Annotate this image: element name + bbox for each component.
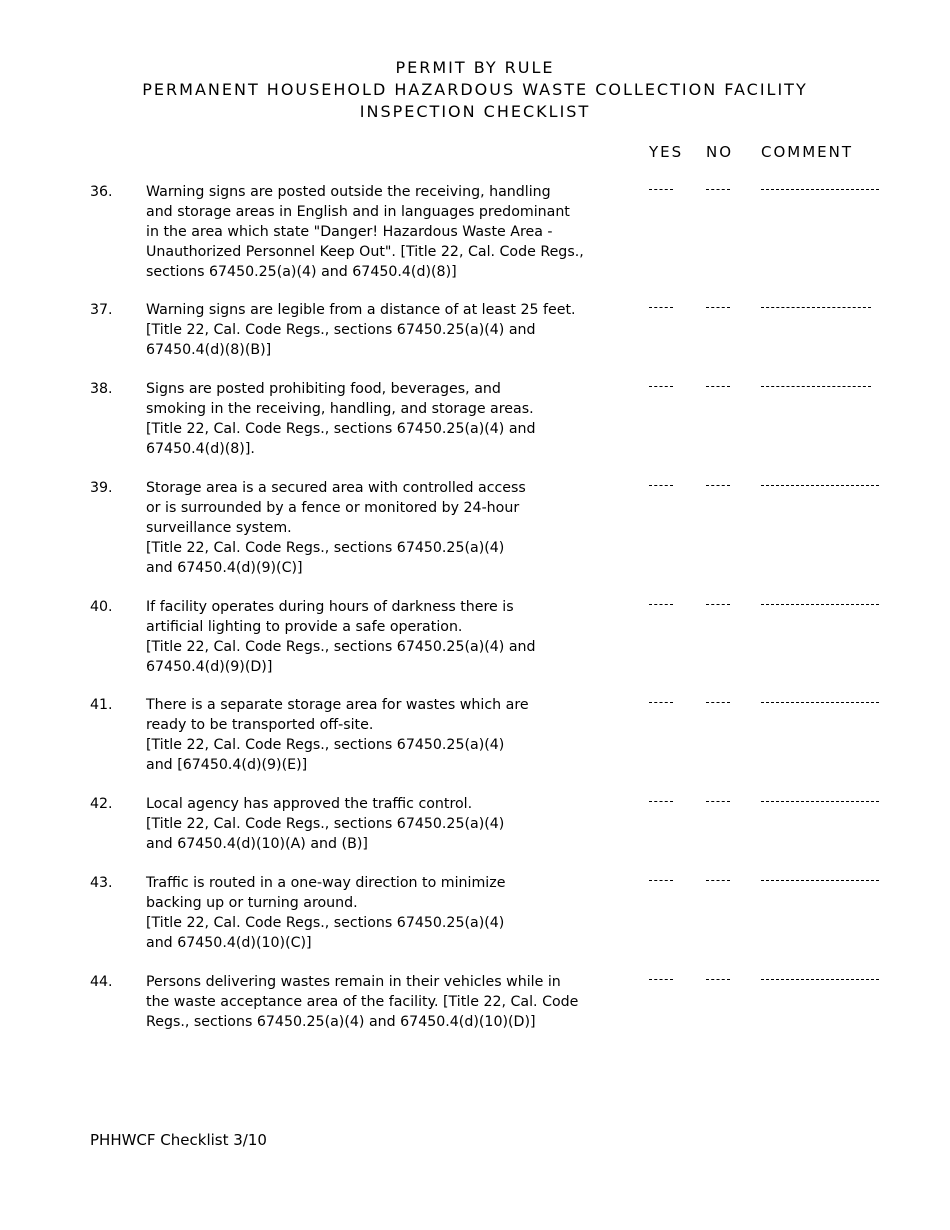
item-text [146, 182, 584, 282]
title-line-2: PERMANENT HOUSEHOLD HAZARDOUS WASTE COLLECTION FACILITY [142, 80, 808, 99]
no-blank[interactable] [706, 485, 730, 486]
item-line: [Title 22, Cal. Code Regs., sections 67450.25(a)(4) [146, 737, 505, 753]
item-number: 37. [90, 302, 113, 318]
item-line: Signs are posted prohibiting food, beverages, and [146, 381, 501, 397]
item-line: [Title 22, Cal. Code Regs., sections 67450.25(a)(4) and [146, 639, 536, 655]
item-line: Persons delivering wastes remain in their vehicles while in [146, 974, 561, 990]
no-blank[interactable] [706, 386, 730, 387]
item-line: 67450.4(d)(9)(D)] [146, 659, 273, 675]
item-line: [Title 22, Cal. Code Regs., sections 67450.25(a)(4) and [146, 421, 536, 437]
item-line: backing up or turning around. [146, 895, 358, 911]
comment-blank[interactable] [761, 702, 879, 703]
item-line: in the area which state "Danger! Hazardous Waste Area - [146, 224, 553, 240]
item-line: [Title 22, Cal. Code Regs., sections 67450.25(a)(4) [146, 540, 505, 556]
document-title [0, 57, 950, 123]
item-line: or is surrounded by a fence or monitored by 24-hour [146, 500, 520, 516]
item-text [146, 478, 526, 578]
column-header-comment: COMMENT [761, 143, 854, 161]
comment-blank[interactable] [761, 189, 879, 190]
item-line: Local agency has approved the traffic control. [146, 796, 473, 812]
comment-blank[interactable] [761, 880, 879, 881]
item-line: and storage areas in English and in languages predominant [146, 204, 570, 220]
item-line: [Title 22, Cal. Code Regs., sections 67450.25(a)(4) and [146, 322, 536, 338]
footer-label: PHHWCF Checklist 3/10 [90, 1131, 267, 1149]
item-line: 67450.4(d)(8)]. [146, 441, 255, 457]
yes-blank[interactable] [649, 702, 673, 703]
item-line: [Title 22, Cal. Code Regs., sections 67450.25(a)(4) [146, 915, 505, 931]
item-line: sections 67450.25(a)(4) and 67450.4(d)(8)] [146, 264, 457, 280]
yes-blank[interactable] [649, 801, 673, 802]
title-line-3: INSPECTION CHECKLIST [359, 102, 591, 121]
item-text [146, 794, 504, 854]
comment-blank[interactable] [761, 485, 879, 486]
item-text [146, 597, 536, 677]
item-text [146, 873, 505, 953]
item-line: and [67450.4(d)(9)(E)] [146, 757, 308, 773]
item-line: There is a separate storage area for wastes which are [146, 697, 529, 713]
item-number: 41. [90, 697, 113, 713]
item-line: and 67450.4(d)(10)(A) and (B)] [146, 836, 368, 852]
comment-blank[interactable] [761, 979, 879, 980]
item-text [146, 695, 529, 775]
no-blank[interactable] [706, 307, 730, 308]
no-blank[interactable] [706, 702, 730, 703]
title-line-1: PERMIT BY RULE [395, 58, 555, 77]
column-header-yes: YES [649, 143, 684, 161]
item-line: [Title 22, Cal. Code Regs., sections 67450.25(a)(4) [146, 816, 505, 832]
item-line: the waste acceptance area of the facility. [Title 22, Cal. Code [146, 994, 579, 1010]
item-text [146, 300, 576, 360]
item-line: If facility operates during hours of darkness there is [146, 599, 514, 615]
item-line: Traffic is routed in a one-way direction to minimize [146, 875, 506, 891]
column-header-no: NO [706, 143, 734, 161]
no-blank[interactable] [706, 979, 730, 980]
item-text [146, 972, 578, 1032]
item-line: surveillance system. [146, 520, 292, 536]
item-number: 43. [90, 875, 113, 891]
comment-blank[interactable] [761, 801, 879, 802]
item-line: Regs., sections 67450.25(a)(4) and 67450.4(d)(10)(D)] [146, 1014, 536, 1030]
item-number: 40. [90, 599, 113, 615]
no-blank[interactable] [706, 880, 730, 881]
item-number: 42. [90, 796, 113, 812]
no-blank[interactable] [706, 801, 730, 802]
item-line: Warning signs are legible from a distance of at least 25 feet. [146, 302, 576, 318]
item-number: 38. [90, 381, 113, 397]
item-line: Storage area is a secured area with controlled access [146, 480, 526, 496]
item-line: smoking in the receiving, handling, and storage areas. [146, 401, 534, 417]
yes-blank[interactable] [649, 604, 673, 605]
item-number: 39. [90, 480, 113, 496]
comment-blank[interactable] [761, 386, 871, 387]
yes-blank[interactable] [649, 386, 673, 387]
item-line: artificial lighting to provide a safe operation. [146, 619, 463, 635]
yes-blank[interactable] [649, 485, 673, 486]
no-blank[interactable] [706, 604, 730, 605]
yes-blank[interactable] [649, 979, 673, 980]
item-number: 36. [90, 184, 113, 200]
item-number: 44. [90, 974, 113, 990]
item-line: Warning signs are posted outside the receiving, handling [146, 184, 551, 200]
item-line: 67450.4(d)(8)(B)] [146, 342, 272, 358]
item-line: ready to be transported off-site. [146, 717, 374, 733]
no-blank[interactable] [706, 189, 730, 190]
item-line: and 67450.4(d)(10)(C)] [146, 935, 312, 951]
item-text [146, 379, 536, 459]
yes-blank[interactable] [649, 307, 673, 308]
item-line: and 67450.4(d)(9)(C)] [146, 560, 303, 576]
yes-blank[interactable] [649, 189, 673, 190]
yes-blank[interactable] [649, 880, 673, 881]
item-line: Unauthorized Personnel Keep Out". [Title 22, Cal. Code Regs., [146, 244, 584, 260]
comment-blank[interactable] [761, 307, 871, 308]
comment-blank[interactable] [761, 604, 879, 605]
